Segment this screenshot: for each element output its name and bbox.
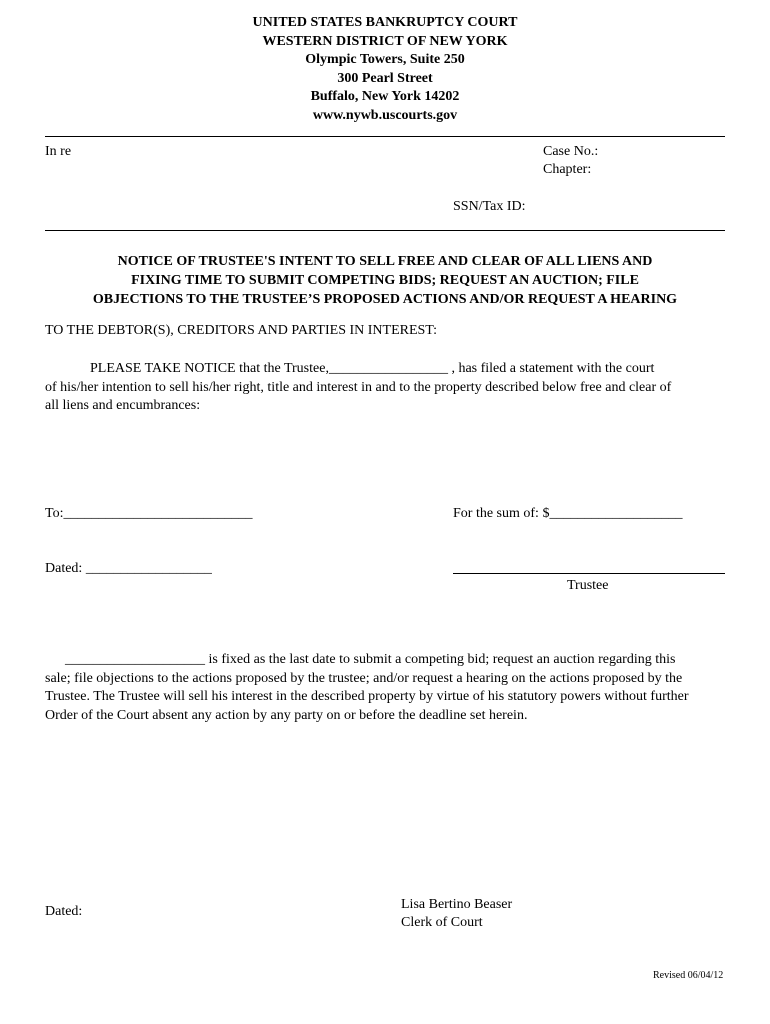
court-district: WESTERN DISTRICT OF NEW YORK — [262, 33, 508, 49]
ssn-tax-id-label: SSN/Tax ID: — [453, 199, 526, 214]
trustee-label: Trustee — [567, 578, 609, 593]
revised-date: Revised 06/04/12 — [653, 970, 724, 981]
notice-title-line-3: OBJECTIONS TO THE TRUSTEE’S PROPOSED ACTIONS AND/OR REQUEST A HEARING — [92, 292, 678, 307]
dated-field: Dated: __________________ — [45, 561, 212, 576]
notice-title-line-1: NOTICE OF TRUSTEE'S INTENT TO SELL FREE AND CLEAR OF ALL LIENS AND — [117, 254, 653, 269]
trustee-signature-line — [453, 573, 725, 574]
court-name: UNITED STATES BANKRUPTCY COURT — [252, 15, 518, 30]
clerk-title: Clerk of Court — [401, 915, 483, 930]
court-address-line-2: 300 Pearl Street — [337, 70, 433, 86]
notice-body-line-3: all liens and encumbrances: — [45, 398, 201, 413]
deadline-paragraph — [45, 651, 727, 725]
court-address-line-1: Olympic Towers, Suite 250 — [305, 52, 465, 67]
court-website: www.nywb.uscourts.gov — [312, 107, 458, 123]
salutation: TO THE DEBTOR(S), CREDITORS AND PARTIES IN INTEREST: — [45, 323, 438, 338]
notice-body — [45, 360, 727, 416]
notice-title-line-2: FIXING TIME TO SUBMIT COMPETING BIDS; REQUEST AN AUCTION; FILE — [131, 273, 639, 288]
deadline-line-2: sale; file objections to the actions proposed by the trustee; and/or request a hearing on the actions proposed by the — [45, 670, 683, 686]
notice-body-line-1: PLEASE TAKE NOTICE that the Trustee,_________________ , has filed a statement with the court — [90, 361, 655, 376]
caption-divider — [45, 230, 725, 231]
court-city: Buffalo, New York 14202 — [310, 89, 460, 104]
notice-title — [0, 252, 770, 309]
footer-dated-label: Dated: — [45, 904, 83, 919]
to-field: To:___________________________ — [45, 506, 253, 521]
deadline-line-1: ____________________ is fixed as the last date to submit a competing bid; request an auction regarding this — [65, 652, 676, 667]
court-header — [0, 14, 770, 125]
deadline-line-3: Trustee. The Trustee will sell his interest in the described property by virtue of his statutory powers without further — [45, 689, 689, 704]
in-re-label: In re — [45, 144, 72, 159]
header-divider — [45, 136, 725, 137]
case-number-label: Case No.: — [543, 144, 599, 159]
notice-body-line-2: of his/her intention to sell his/her right, title and interest in and to the property described below free and clear of — [45, 379, 672, 395]
clerk-name: Lisa Bertino Beaser — [401, 897, 513, 912]
sum-field: For the sum of: $___________________ — [453, 506, 683, 521]
chapter-label: Chapter: — [543, 162, 592, 177]
deadline-line-4: Order of the Court absent any action by any party on or before the deadline set herein. — [45, 707, 528, 723]
